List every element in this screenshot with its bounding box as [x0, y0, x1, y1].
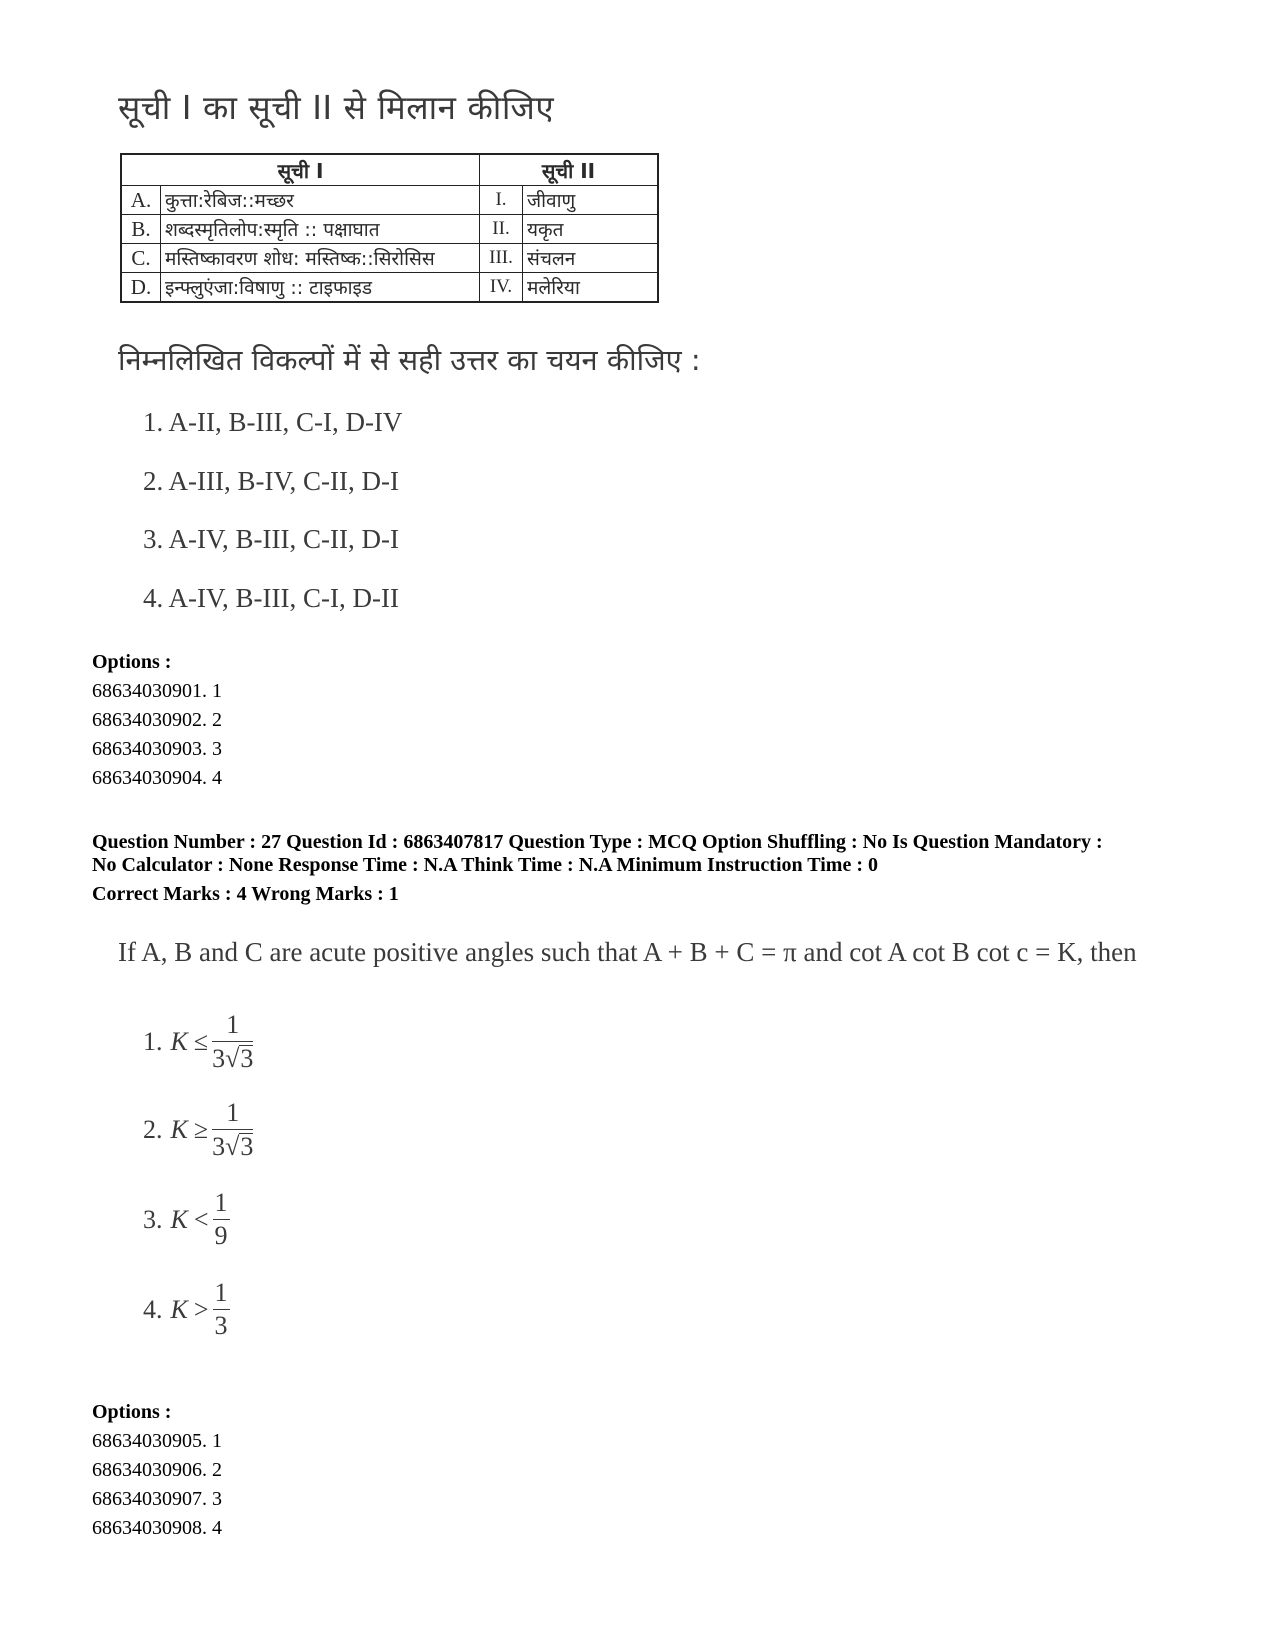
- row-item: शब्दस्मृतिलोप:स्मृति :: पक्षाघात: [161, 215, 480, 244]
- q1-choice: 1. A-II, B-III, C-I, D-IV: [143, 407, 403, 437]
- q2-meta-line-1: Question Number : 27 Question Id : 6863407817 Question Type : MCQ Option Shuffling : No Is Question Mandatory :: [92, 831, 1103, 853]
- q2-option-id: 68634030908. 4: [92, 1517, 222, 1539]
- choice-relation: <: [193, 1204, 209, 1234]
- q1-option-id: 68634030903. 3: [92, 738, 222, 760]
- denominator: [212, 1130, 253, 1160]
- choice-variable: K: [170, 1204, 188, 1234]
- row-label: C.: [121, 244, 161, 273]
- radical-sign: √: [225, 1044, 240, 1073]
- q2-choice: [143, 1012, 253, 1072]
- row-item-2: यकृत: [523, 215, 659, 244]
- choice-number: 4.: [143, 1294, 163, 1324]
- table-row: [121, 186, 658, 215]
- q2-options-label: Options :: [92, 1401, 172, 1423]
- row-item: कुत्ता:रेबिज::मच्छर: [161, 186, 480, 215]
- choice-relation: ≥: [193, 1115, 209, 1144]
- q2-choice: [143, 1190, 230, 1249]
- choice-variable: K: [170, 1027, 188, 1056]
- fraction: [212, 1012, 253, 1072]
- q1-option-id: 68634030901. 1: [92, 680, 222, 702]
- row-label-2: III.: [480, 244, 523, 273]
- choice-number: 3.: [143, 1204, 163, 1234]
- q1-choice: 4. A-IV, B-III, C-I, D-II: [143, 583, 399, 613]
- match-table-header: [121, 154, 658, 186]
- list-1-header: सूची I: [121, 154, 480, 186]
- numerator: 1: [226, 1010, 240, 1039]
- q2-marks: Correct Marks : 4 Wrong Marks : 1: [92, 883, 399, 905]
- square-root: [225, 1133, 253, 1160]
- row-item-2: जीवाणु: [523, 186, 659, 215]
- row-item-2: मलेरिया: [523, 273, 659, 303]
- table-row: [121, 244, 658, 273]
- q1-choice: 3. A-IV, B-III, C-II, D-I: [143, 524, 399, 554]
- choice-variable: K: [170, 1115, 188, 1144]
- numerator: 1: [214, 1278, 228, 1307]
- numerator: 1: [226, 1098, 240, 1127]
- row-label-2: I.: [480, 186, 523, 215]
- row-label: A.: [121, 186, 161, 215]
- q2-option-id: 68634030905. 1: [92, 1430, 222, 1452]
- q1-choice: 2. A-III, B-IV, C-II, D-I: [143, 466, 399, 496]
- denominator-coefficient: 3: [212, 1132, 226, 1161]
- fraction: [213, 1280, 230, 1339]
- row-item: इन्फ्लुएंजा:विषाणु :: टाइफाइड: [161, 273, 480, 303]
- row-label: B.: [121, 215, 161, 244]
- q1-title: सूची I का सूची II से मिलान कीजिए: [118, 88, 555, 127]
- denominator: 3: [214, 1311, 228, 1340]
- choice-number: 2.: [143, 1115, 163, 1144]
- radicand: 3: [240, 1044, 254, 1073]
- row-item-2: संचलन: [523, 244, 659, 273]
- q2-option-id: 68634030907. 3: [92, 1488, 222, 1510]
- q1-option-id: 68634030904. 4: [92, 767, 222, 789]
- choice-relation: ≤: [193, 1027, 209, 1056]
- choice-variable: K: [170, 1294, 188, 1324]
- denominator: 9: [214, 1221, 228, 1250]
- denominator-coefficient: 3: [212, 1044, 226, 1073]
- q2-choice: [143, 1280, 230, 1339]
- fraction: [212, 1100, 253, 1160]
- row-label-2: II.: [480, 215, 523, 244]
- q2-meta-line-2: No Calculator : None Response Time : N.A Think Time : N.A Minimum Instruction Time : 0: [92, 854, 878, 876]
- q2-stem: If A, B and C are acute positive angles such that A + B + C = π and cot A cot B cot c = K, then: [118, 937, 1137, 967]
- row-item: मस्तिष्कावरण शोध: मस्तिष्क::सिरोसिस: [161, 244, 480, 273]
- q1-options-label: Options :: [92, 651, 172, 673]
- list-2-header: सूची II: [480, 154, 659, 186]
- table-row: [121, 273, 658, 303]
- choice-relation: >: [193, 1294, 209, 1324]
- q1-instruction: निम्नलिखित विकल्पों में से सही उत्तर का चयन कीजिए :: [118, 343, 701, 377]
- square-root: [225, 1045, 253, 1072]
- row-label-2: IV.: [480, 273, 523, 303]
- q2-choice: [143, 1100, 253, 1160]
- table-row: [121, 215, 658, 244]
- q2-option-id: 68634030906. 2: [92, 1459, 222, 1481]
- numerator: 1: [214, 1188, 228, 1217]
- denominator: [212, 1042, 253, 1072]
- row-label: D.: [121, 273, 161, 303]
- q1-option-id: 68634030902. 2: [92, 709, 222, 731]
- fraction: [213, 1190, 230, 1249]
- radical-sign: √: [225, 1132, 240, 1161]
- match-table: [120, 153, 659, 303]
- choice-number: 1.: [143, 1027, 163, 1056]
- radicand: 3: [240, 1132, 254, 1161]
